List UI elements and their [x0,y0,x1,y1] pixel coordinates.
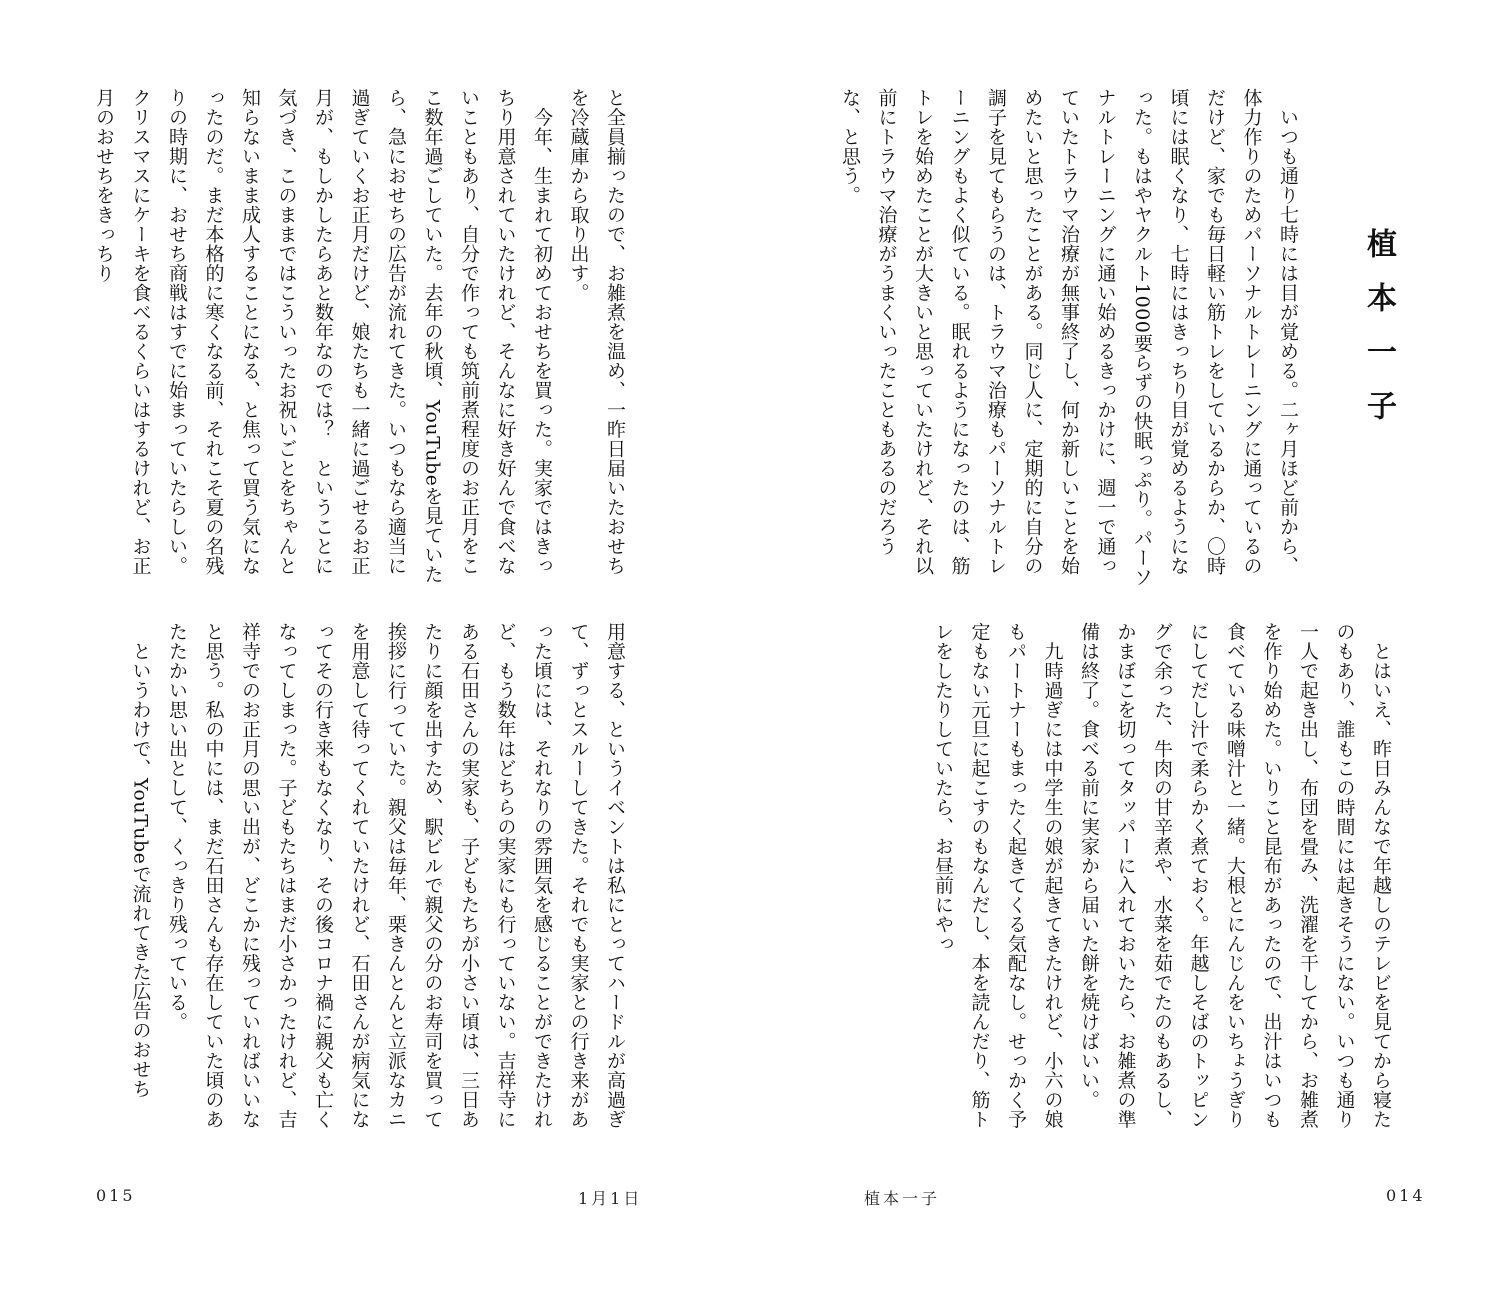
left-page-upper-text: と全員揃ったので、お雑煮を温め、一昨日届いたおせちを冷蔵庫から取り出す。 今年、生まれて初めておせちを買った。実家ではきっちり用意されていたけれど、そんなに好き好んで食べないこともあり、自分で作っても筑前煮程度のお正月をここ数年過ごしていた。去年の秋頃、YouTubeを見ていたら、急におせちの広告が流れてきた。いつもなら適当に過ぎていくお正月だけど、娘たちも一緒に過ごせるお正月が、もしかしたらあと数年なのでは？ ということに気づき、このままではこういったお祝いごとをちゃんと知らないまま成人することになる、と焦って買う気になったのだ。まだ本格的に寒くなる前、それこそ夏の名残りの時期に、おせち商戦はすでに始まっていたらしい。クリスマスにケーキを食べるくらいはするけれど、お正月のおせちをきっちり [93,88,626,584]
left-page-lower-text: 用意する、というイベントは私にとってハードルが高過ぎて、ずっとスルーしてきた。それでも実家との行き来があった頃には、それなりの雰囲気を感じることができたけれど、もう数年はどちらの実家にも行っていない。吉祥寺にある石田さんの実家も、子どもたちが小さい頃は、三日あたりに顔を出すため、駅ビルで親父の分のお寿司を買って挨拶に行っていた。親父は毎年、栗きんとんと立派なカニを用意して待ってくれていたけれど、石田さんが病気になってその行き来もなくなり、その後コロナ禍に親父も亡くなってしまった。子どもたちはまだ小さかったけれど、吉祥寺でのお正月の思い出が、どこかに残っていればいいなと思う。私の中には、まだ石田さんも存在していた頃のあたたかい思い出として、くっきり残っている。 というわけで、YouTubeで流れてきた広告のおせち [129,622,626,1129]
page-number-right: 014 [1386,1186,1426,1205]
page-number-left: 015 [96,1186,136,1205]
running-head-right: 植本一子 [864,1189,941,1208]
running-head-left: 1月1日 [578,1189,643,1208]
right-page-upper-text: いつも通り七時には目が覚める。二ヶ月ほど前から、体力作りのためパーソナルトレーニングに通っているのだけど、家でも毎日軽い筋トレをしているからか、〇時頃には眠くなり、七時にはきっちり目が覚めるようになった。もはやヤクルト1000要らずの快眠っぷり。パーソナルトレーニングに通い始めるきっかけに、週一で通っていたトラウマ治療が無事終了し、何か新しいことを始めたいと思ったことがある。同じ人に、定期的に自分の調子を見てもらうのは、トラウマ治療もパーソナルトレーニングもよく似ている。眠れるようになったのは、筋トレを始めたことが大きいと思っていたけれど、それ以前にトラウマ治療がうまくいったこともあるのだろうな、と思う。 [839,88,1299,587]
right-page [756,0,1512,1312]
author-title: 植本一子 [1361,228,1396,444]
right-page-lower-text: とはいえ、昨日みんなで年越しのテレビを見てから寝たのもあり、誰もこの時間には起きそうにない。いつも通り一人で起き出し、布団を畳み、洗濯を干してから、お雑煮を作り始めた。いりこと昆布があったので、出汁はいつも食べている味噌汁と一緒。大根とにんじんをいちょうぎりにしてだし汁で柔らかく煮ておく。年越しそばのトッピングで余った、牛肉の甘辛煮や、水菜を茹でたのもあるし、かまぼこを切ってタッパーに入れておいたら、お雑煮の準備は終了。食べる前に実家から届いた餅を焼けばいい。 九時過ぎには中学生の娘が起きてきたけれど、小六の娘もパートナーもまったく起きてくる気配なし。せっかく予定もない元旦に起こすのもなんだし、本を読んだり、筋トレをしたりしていたら、お昼前にやっ [932,622,1392,1129]
